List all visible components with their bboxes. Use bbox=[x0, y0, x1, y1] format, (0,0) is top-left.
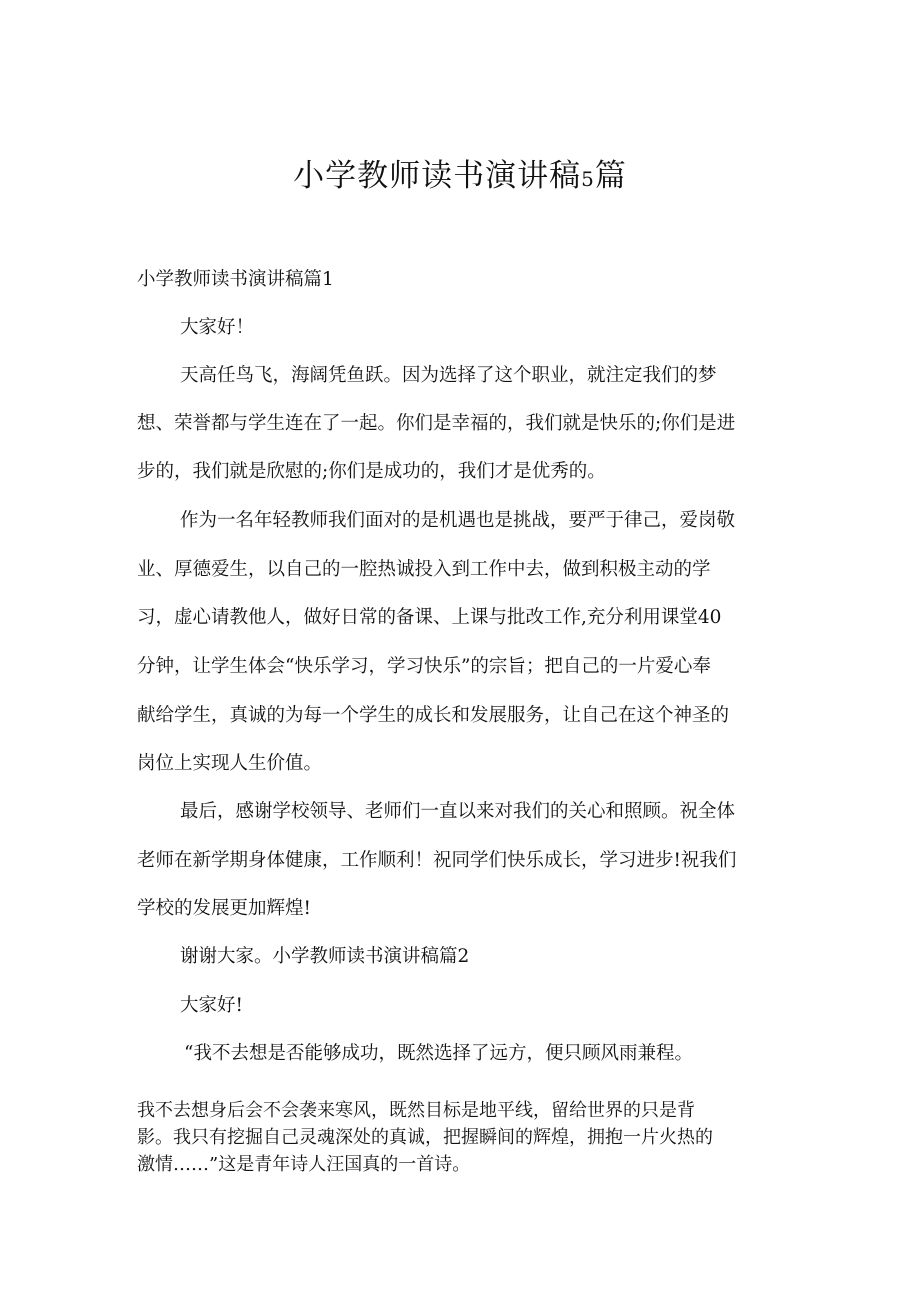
title-main: 小学教师读书演讲稿 bbox=[293, 158, 582, 194]
paragraph-line: 习，虚心请教他人，做好日常的备课、上课与批改工作,充分利用课堂40 bbox=[137, 607, 722, 628]
title-number: 5 bbox=[581, 167, 595, 191]
paragraph-line: 天高任鸟飞，海阔凭鱼跃。因为选择了这个职业，就注定我们的梦 bbox=[180, 365, 717, 386]
document-title bbox=[0, 152, 920, 203]
paragraph-line: 分钟，让学生体会“快乐学习，学习快乐”的宗旨；把自己的一片爱心奉 bbox=[137, 656, 711, 677]
paragraph-line: 老师在新学期身体健康，工作顺利！祝同学们快乐成长，学习进步!祝我们 bbox=[137, 850, 737, 871]
poem-quote-line: “我不去想是否能够成功，既然选择了远方，便只顾风雨兼程。 bbox=[184, 1043, 693, 1064]
paragraph-line: 岗位上实现人生价值。 bbox=[137, 753, 323, 774]
poem-paragraph bbox=[137, 1097, 797, 1178]
title-suffix: 篇 bbox=[594, 158, 627, 194]
paragraph-line: 步的，我们就是欣慰的;你们是成功的，我们才是优秀的。 bbox=[137, 461, 606, 482]
paragraph-line: 我不去想身后会不会袭来寒风，既然目标是地平线，留给世界的只是背 bbox=[137, 1100, 695, 1121]
section-heading-2: 谢谢大家。小学教师读书演讲稿篇2 bbox=[180, 946, 470, 967]
paragraph-line: 激情……”这是青年诗人汪国真的一首诗。 bbox=[137, 1154, 471, 1175]
greeting-2: 大家好! bbox=[180, 995, 243, 1016]
paragraph-line: 业、厚德爱生，以自己的一腔热诚投入到工作中去，做到积极主动的学 bbox=[137, 559, 711, 580]
paragraph-line: 作为一名年轻教师我们面对的是机遇也是挑战，要严于律己，爱岗敬 bbox=[180, 510, 736, 531]
greeting-1: 大家好！ bbox=[180, 317, 255, 338]
section-heading-1: 小学教师读书演讲稿篇1 bbox=[137, 269, 334, 290]
paragraph-line: 影。我只有挖掘自己灵魂深处的真诚，把握瞬间的辉煌，拥抱一片火热的 bbox=[137, 1127, 713, 1148]
paragraph-line: 献给学生，真诚的为每一个学生的成长和发展服务，让自己在这个神圣的 bbox=[137, 705, 730, 726]
paragraph-line: 最后，感谢学校领导、老师们一直以来对我们的关心和照顾。祝全体 bbox=[180, 801, 736, 822]
paragraph-line: 学校的发展更加辉煌! bbox=[137, 898, 311, 919]
paragraph-line: 想、荣誉都与学生连在了一起。你们是幸福的，我们就是快乐的;你们是进 bbox=[137, 413, 736, 434]
